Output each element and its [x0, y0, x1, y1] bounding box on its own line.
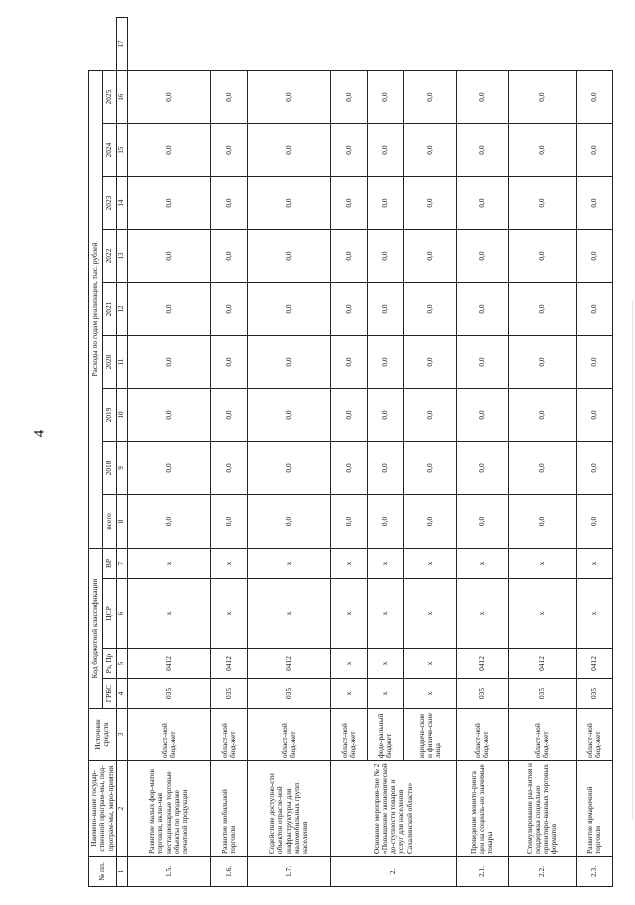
header-year: 2018 [102, 441, 116, 494]
header-total: всего [102, 494, 116, 548]
year-value: 0,0 [404, 177, 456, 230]
measure-name: Развитие мобильной торговли [210, 761, 247, 857]
year-value: 0,0 [508, 336, 576, 389]
column-number: 14 [116, 177, 127, 230]
total-value: 0,0 [456, 494, 508, 548]
year-value: 0,0 [576, 230, 613, 283]
year-value: 0,0 [404, 441, 456, 494]
grbs-code: 035 [456, 679, 508, 709]
vr-code: х [210, 548, 247, 578]
csr-code: х [127, 579, 210, 649]
year-value: 0,0 [247, 336, 330, 389]
page-number: 4 [31, 429, 48, 438]
year-value: 0,0 [576, 124, 613, 177]
header-expenses: Расходы по годам реализации, тыс. рублей [89, 71, 103, 549]
table-row [210, 18, 247, 887]
csr-code: х [247, 579, 330, 649]
column-number: 7 [116, 548, 127, 578]
year-value: 0,0 [576, 336, 613, 389]
year-value: 0,0 [508, 283, 576, 336]
grbs-code: х [404, 679, 456, 709]
row-number: 2. [330, 857, 456, 887]
total-value: 0,0 [330, 494, 367, 548]
year-value: 0,0 [456, 230, 508, 283]
vr-code: х [330, 548, 367, 578]
rzpr-code: 0412 [127, 649, 210, 679]
table-row [404, 18, 456, 887]
grbs-code: 035 [508, 679, 576, 709]
funding-source: юридиче-ские и физиче-ские лица [404, 709, 456, 761]
year-value: 0,0 [456, 71, 508, 124]
measure-name: Развитие малых фор-матов торговли, вклю-чая нестационарные торговые объекты по продаже печатной продукции [127, 761, 210, 857]
row-number: 2.3. [576, 857, 613, 887]
column-number-row [116, 18, 127, 887]
year-value: 0,0 [247, 283, 330, 336]
column-number: 17 [116, 18, 127, 71]
year-value: 0,0 [456, 388, 508, 441]
year-value: 0,0 [330, 230, 367, 283]
year-value: 0,0 [456, 283, 508, 336]
csr-code: х [367, 579, 404, 649]
year-value: 0,0 [210, 388, 247, 441]
grbs-code: 035 [247, 679, 330, 709]
measure-name: Развитие ярмарочной торговли [576, 761, 613, 857]
row-number: 2.1. [456, 857, 508, 887]
measure-name: Стимулирование раз-вития и поддержка социально ориентиро-ванных торговых форматов [508, 761, 576, 857]
year-value: 0,0 [127, 177, 210, 230]
year-value: 0,0 [367, 283, 404, 336]
year-value: 0,0 [127, 124, 210, 177]
header-year: 2021 [102, 283, 116, 336]
rzpr-code: 0412 [456, 649, 508, 679]
year-value: 0,0 [576, 441, 613, 494]
column-number: 12 [116, 283, 127, 336]
year-value: 0,0 [367, 336, 404, 389]
year-value: 0,0 [247, 441, 330, 494]
year-value: 0,0 [404, 388, 456, 441]
year-value: 0,0 [508, 71, 576, 124]
funding-source: феде-ральный бюджет [367, 709, 404, 761]
year-value: 0,0 [210, 283, 247, 336]
year-value: 0,0 [210, 177, 247, 230]
year-value: 0,0 [508, 230, 576, 283]
year-value: 0,0 [456, 177, 508, 230]
funding-source: област-ной бюд-жет [456, 709, 508, 761]
grbs-code: 035 [576, 679, 613, 709]
year-value: 0,0 [210, 336, 247, 389]
header-grbs: ГРБС [102, 679, 116, 709]
funding-source: област-ной бюд-жет [210, 709, 247, 761]
csr-code: х [576, 579, 613, 649]
grbs-code: 035 [127, 679, 210, 709]
column-number: 10 [116, 388, 127, 441]
rzpr-code: 0412 [247, 649, 330, 679]
funding-source: област-ной бюд-жет [247, 709, 330, 761]
header-year: 2019 [102, 388, 116, 441]
year-value: 0,0 [330, 388, 367, 441]
year-value: 0,0 [576, 177, 613, 230]
year-value: 0,0 [508, 441, 576, 494]
year-value: 0,0 [367, 124, 404, 177]
column-number: 9 [116, 441, 127, 494]
total-value: 0,0 [404, 494, 456, 548]
table-row [127, 18, 210, 887]
csr-code: х [456, 579, 508, 649]
row-number: 1.5. [127, 857, 210, 887]
vr-code: х [456, 548, 508, 578]
funding-source: област-ной бюд-жет [576, 709, 613, 761]
year-value: 0,0 [576, 71, 613, 124]
table-row [367, 18, 404, 887]
csr-code: х [210, 579, 247, 649]
grbs-code: х [330, 679, 367, 709]
column-number: 3 [116, 709, 127, 761]
year-value: 0,0 [367, 230, 404, 283]
csr-code: х [508, 579, 576, 649]
year-value: 0,0 [127, 336, 210, 389]
year-value: 0,0 [127, 71, 210, 124]
header-year: 2020 [102, 336, 116, 389]
year-value: 0,0 [456, 441, 508, 494]
total-value: 0,0 [508, 494, 576, 548]
year-value: 0,0 [508, 124, 576, 177]
measure-name: Содействие доступно-сти объектов отрасле-вой инфраструктуры для маломобильных групп населения [247, 761, 330, 857]
year-value: 0,0 [247, 388, 330, 441]
table-row [247, 18, 330, 887]
header-row-1 [89, 18, 103, 887]
year-value: 0,0 [456, 124, 508, 177]
year-value: 0,0 [576, 283, 613, 336]
column-number: 8 [116, 494, 127, 548]
year-value: 0,0 [508, 388, 576, 441]
total-value: 0,0 [127, 494, 210, 548]
year-value: 0,0 [247, 124, 330, 177]
rzpr-code: 0412 [576, 649, 613, 679]
table-body [127, 18, 613, 887]
year-value: 0,0 [576, 388, 613, 441]
table-row [456, 18, 508, 887]
header-year: 2024 [102, 124, 116, 177]
year-value: 0,0 [330, 71, 367, 124]
year-value: 0,0 [247, 177, 330, 230]
row-number: 2.2. [508, 857, 576, 887]
table-row [576, 18, 613, 887]
year-value: 0,0 [247, 230, 330, 283]
year-value: 0,0 [367, 71, 404, 124]
year-value: 0,0 [367, 441, 404, 494]
year-value: 0,0 [330, 177, 367, 230]
header-year: 2022 [102, 230, 116, 283]
grbs-code: 035 [210, 679, 247, 709]
header-year: 2023 [102, 177, 116, 230]
total-value: 0,0 [210, 494, 247, 548]
year-value: 0,0 [367, 177, 404, 230]
csr-code: х [330, 579, 367, 649]
rzpr-code: х [404, 649, 456, 679]
scan-artifact-line [632, 300, 633, 820]
year-value: 0,0 [456, 336, 508, 389]
header-rzpr: Рз, Пр [102, 649, 116, 679]
row-number: 1.7. [247, 857, 330, 887]
year-value: 0,0 [330, 283, 367, 336]
year-value: 0,0 [210, 230, 247, 283]
measure-name: Проведение монито-ринга цен на социаль-но значимые товары [456, 761, 508, 857]
funding-source: област-ной бюд-жет [508, 709, 576, 761]
year-value: 0,0 [210, 124, 247, 177]
vr-code: х [576, 548, 613, 578]
year-value: 0,0 [127, 441, 210, 494]
table-row [330, 18, 367, 887]
year-value: 0,0 [127, 283, 210, 336]
vr-code: х [127, 548, 210, 578]
budget-expenses-table [88, 17, 613, 887]
total-value: 0,0 [367, 494, 404, 548]
year-value: 0,0 [404, 124, 456, 177]
year-value: 0,0 [330, 336, 367, 389]
grbs-code: х [367, 679, 404, 709]
funding-source: област-ной бюд-жет [330, 709, 367, 761]
measure-name: Основное мероприя-тие № 2 «Повышение экономической до-ступности товаров и услуг для населения Сахалинской области» [330, 761, 456, 857]
rzpr-code: х [367, 649, 404, 679]
year-value: 0,0 [127, 230, 210, 283]
column-number: 13 [116, 230, 127, 283]
year-value: 0,0 [330, 441, 367, 494]
vr-code: х [367, 548, 404, 578]
header-num: № пп. [89, 857, 117, 887]
year-value: 0,0 [247, 71, 330, 124]
year-value: 0,0 [404, 336, 456, 389]
table-row [508, 18, 576, 887]
year-value: 0,0 [404, 230, 456, 283]
header-budget-code: Код бюджетной классификации [89, 548, 103, 708]
year-value: 0,0 [508, 177, 576, 230]
total-value: 0,0 [247, 494, 330, 548]
funding-source: област-ной бюд-жет [127, 709, 210, 761]
row-number: 1.6. [210, 857, 247, 887]
rzpr-code: 0412 [210, 649, 247, 679]
year-value: 0,0 [210, 71, 247, 124]
column-number: 16 [116, 71, 127, 124]
rotated-table-wrapper [88, 17, 608, 887]
header-csr: ЦСР [102, 579, 116, 649]
year-value: 0,0 [127, 388, 210, 441]
year-value: 0,0 [330, 124, 367, 177]
column-number: 2 [116, 761, 127, 857]
header-year: 2025 [102, 71, 116, 124]
total-value: 0,0 [576, 494, 613, 548]
rzpr-code: 0412 [508, 649, 576, 679]
year-value: 0,0 [404, 283, 456, 336]
column-number: 4 [116, 679, 127, 709]
column-number: 1 [116, 857, 127, 887]
year-value: 0,0 [367, 388, 404, 441]
column-number: 11 [116, 336, 127, 389]
rzpr-code: х [330, 649, 367, 679]
year-value: 0,0 [210, 441, 247, 494]
column-number: 6 [116, 579, 127, 649]
vr-code: х [404, 548, 456, 578]
year-value: 0,0 [404, 71, 456, 124]
header-name: Наимено-вание государ-ственной програм-мы, под-програм-мы, меро-приятия [89, 761, 117, 857]
vr-code: х [508, 548, 576, 578]
header-source: Источник средств [89, 709, 117, 761]
column-number: 5 [116, 649, 127, 679]
csr-code: х [404, 579, 456, 649]
vr-code: х [247, 548, 330, 578]
header-vr: ВР [102, 548, 116, 578]
column-number: 15 [116, 124, 127, 177]
